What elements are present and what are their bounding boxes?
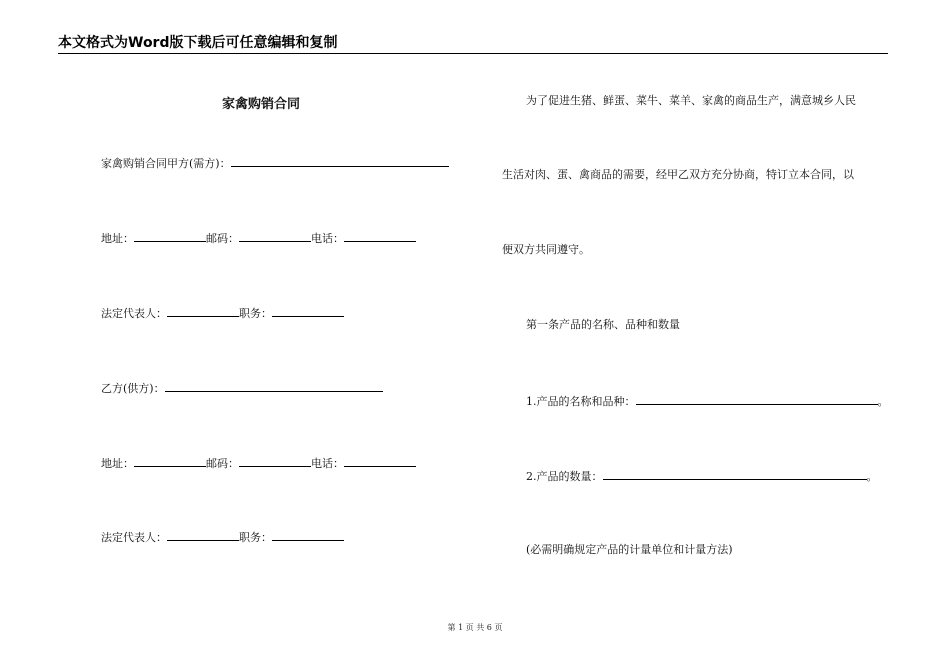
seller-line xyxy=(101,380,383,396)
phone-blank[interactable] xyxy=(344,455,416,467)
page-number: 第 1 页 共 6 页 xyxy=(447,623,503,632)
paragraph-line-2: 生活对肉、蛋、禽商品的需要，经甲乙双方充分协商，特订立本合同，以 xyxy=(502,168,854,181)
seller-address-line xyxy=(101,455,416,471)
postcode-label: 邮码： xyxy=(206,232,239,245)
buyer-blank[interactable] xyxy=(231,155,449,167)
item-2-blank[interactable] xyxy=(603,468,867,480)
seller-rep-line xyxy=(101,529,344,545)
position-blank[interactable] xyxy=(272,529,344,541)
rep-blank[interactable] xyxy=(167,305,239,317)
seller-blank[interactable] xyxy=(165,380,383,392)
page-header: 本文格式为Word版下载后可任意编辑和复制 xyxy=(58,35,338,51)
paragraph-line-3: 便双方共同遵守。 xyxy=(502,243,590,256)
header-divider xyxy=(58,53,888,54)
item-2-label: 2.产品的数量： xyxy=(526,470,603,483)
postcode-blank[interactable] xyxy=(239,455,311,467)
paragraph-line-1: 为了促进生猪、鲜蛋、菜牛、菜羊、家禽的商品生产，满意城乡人民 xyxy=(526,94,856,107)
item-1-line xyxy=(526,393,889,409)
address-label: 地址： xyxy=(101,457,134,470)
address-blank[interactable] xyxy=(134,230,206,242)
position-label: 职务： xyxy=(239,531,272,544)
item-2-end: 。 xyxy=(866,470,878,483)
phone-label: 电话： xyxy=(311,232,344,245)
item-1-end: 。 xyxy=(877,395,889,408)
buyer-rep-line xyxy=(101,305,344,321)
postcode-blank[interactable] xyxy=(239,230,311,242)
buyer-line xyxy=(101,155,449,171)
buyer-label: 家禽购销合同甲方(需方)： xyxy=(101,157,231,170)
seller-label: 乙方(供方)： xyxy=(101,382,165,395)
address-blank[interactable] xyxy=(134,455,206,467)
contract-title: 家禽购销合同 xyxy=(221,97,300,112)
item-1-label: 1.产品的名称和品种： xyxy=(526,395,636,408)
rep-label: 法定代表人： xyxy=(101,307,167,320)
position-blank[interactable] xyxy=(272,305,344,317)
buyer-address-line xyxy=(101,230,416,246)
phone-label: 电话： xyxy=(311,457,344,470)
postcode-label: 邮码： xyxy=(206,457,239,470)
phone-blank[interactable] xyxy=(344,230,416,242)
item-2-line xyxy=(526,468,878,484)
address-label: 地址： xyxy=(101,232,134,245)
rep-blank[interactable] xyxy=(167,529,239,541)
item-1-blank[interactable] xyxy=(636,393,878,405)
position-label: 职务： xyxy=(239,307,272,320)
rep-label: 法定代表人： xyxy=(101,531,167,544)
article-1-heading: 第一条产品的名称、品种和数量 xyxy=(526,318,680,331)
note-line: (必需明确规定产品的计量单位和计量方法) xyxy=(526,543,733,556)
